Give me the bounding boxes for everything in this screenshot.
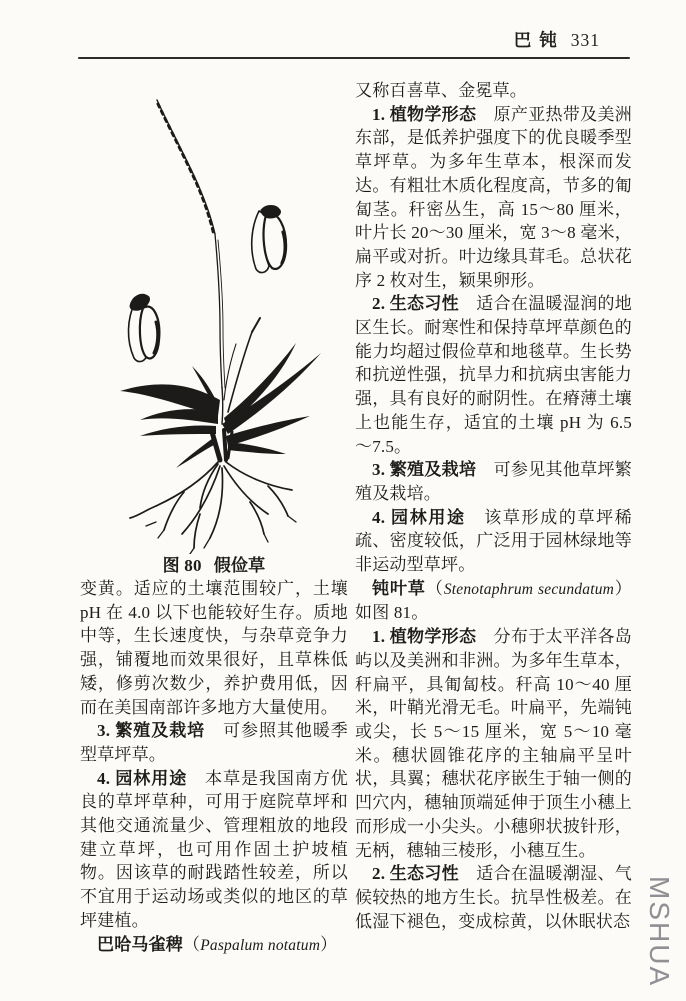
paragraph	[355, 625, 632, 862]
paragraph-text: ）	[320, 934, 338, 954]
paragraph-text: 可参照其他暖季型草坪草。	[80, 721, 348, 764]
latin-name: Paspalum notatum	[200, 936, 321, 954]
paragraph-text: 原产亚热带及美洲东部，是低养护强度下的优良暖季型草坪草。为多年生草本，根深而发达。有粗壮木质化程度高，节多的匍匐茎。秆密丛生，高 15～80 厘米，叶片长 20～30 厘米，宽 3～8 毫米，扁平或对折。叶边缘具茸毛。总状花序 2 枚对生，颖果卵形。	[355, 104, 632, 290]
paragraph-text: 分布于太平洋各岛屿以及美洲和非洲。为多年生草本，秆扁平，具匍匐枝。秆高 10～40 厘米，叶鞘光滑无毛。叶扁平，先端钝或尖，长 5～15 厘米，宽 5～10 毫米。穗状圆锥花序的主轴扁平呈叶状，具翼；穗状花序嵌生于轴一侧的凹穴内，穗轴顶端延伸于顶生小穗上而形成一小尖头。小穗卵状披针形，无柄，穗轴三棱形，小穗互生。	[355, 627, 632, 860]
paragraph	[355, 458, 632, 505]
paragraph-text: 又称百喜草、金冕草。	[355, 81, 527, 100]
left-column-text	[80, 577, 348, 957]
paragraph	[80, 577, 348, 719]
running-head: 巴钝	[513, 30, 565, 50]
paragraph-head: 巴哈马雀稗	[97, 934, 183, 954]
page-header	[0, 27, 686, 52]
spikelet-detail-left	[128, 294, 159, 361]
paragraph-text: 该草形成的草坪稀疏、密度较低，广泛用于园林绿地等非运动型草坪。	[355, 507, 632, 575]
paragraph	[355, 862, 632, 933]
page-number: 331	[570, 30, 600, 50]
plant-figure	[80, 82, 348, 577]
paragraph	[355, 506, 632, 577]
paragraph-text: ）如图 81。	[355, 578, 632, 623]
paragraph-head: 3. 繁殖及栽培	[372, 460, 477, 480]
paragraph-text: （	[425, 578, 444, 598]
right-column-text	[355, 79, 632, 933]
right-column	[355, 79, 632, 933]
paragraph-head: 2. 生态习性	[372, 864, 459, 884]
paragraph-text: （	[183, 934, 201, 954]
paragraph-head: 钝叶草	[372, 578, 426, 598]
paragraph	[80, 933, 348, 958]
figure-caption-name: 假俭草	[213, 556, 266, 575]
plant-illustration-centipede-grass	[80, 82, 348, 554]
paragraph-head: 3. 繁殖及栽培	[97, 721, 206, 741]
left-column	[80, 82, 348, 957]
paragraph-text: 本草是我国南方优良的草坪草种，可用于庭院草坪和其他交通流量少、管理粗放的地段建立草坪，也可用作固土护坡植物。因该草的耐践踏性较差，所以不宜用于运动场或类似的地区的草坪建植。	[80, 768, 348, 930]
paragraph-head: 2. 生态习性	[372, 294, 459, 314]
paragraph	[80, 719, 348, 766]
paragraph	[355, 79, 632, 103]
paragraph-text: 适合在温暖潮湿、气候较热的地方生长。抗旱性极差。在低湿下褪色，变成棕黄，以休眠状态	[355, 864, 633, 931]
spikelet-detail-right	[252, 206, 286, 273]
paragraph-head: 4. 园林用途	[372, 507, 466, 527]
seedhead-stem	[157, 100, 225, 424]
paragraph-text: 变黄。适应的土壤范围较广，土壤 pH 在 4.0 以下也能较好生存。质地中等，生长速度快，与杂草竞争力强，铺覆地而效果很好，且草株低矮，修剪次数少，养护费用低，因而在美国南部许多地方大量使用。	[80, 579, 348, 717]
roots	[130, 462, 296, 554]
header-rule	[78, 57, 630, 59]
paragraph-head: 1. 植物学形态	[372, 627, 477, 647]
watermark: MSHUA	[644, 876, 675, 988]
paragraph-text: 适合在温暖湿润的地区生长。耐寒性和保持草坪草颜色的能力均超过假俭草和地毯草。生长势和抗逆性强，抗旱力和抗病虫害能力强，具有良好的耐阴性。在瘠薄土壤上也能生存，适宜的土壤 pH 为 6.5～7.5。	[355, 294, 633, 456]
paragraph	[355, 292, 632, 458]
paragraph-head: 4. 园林用途	[97, 768, 188, 788]
latin-name: Stenotaphrum secundatum	[443, 580, 615, 598]
figure-caption	[80, 554, 348, 577]
paragraph	[80, 767, 348, 933]
figure-caption-number: 图 80	[162, 556, 202, 575]
paragraph	[355, 103, 632, 293]
paragraph	[355, 577, 632, 625]
paragraph-head: 1. 植物学形态	[372, 104, 477, 124]
paragraph-text: 可参见其他草坪繁殖及栽培。	[355, 460, 632, 503]
